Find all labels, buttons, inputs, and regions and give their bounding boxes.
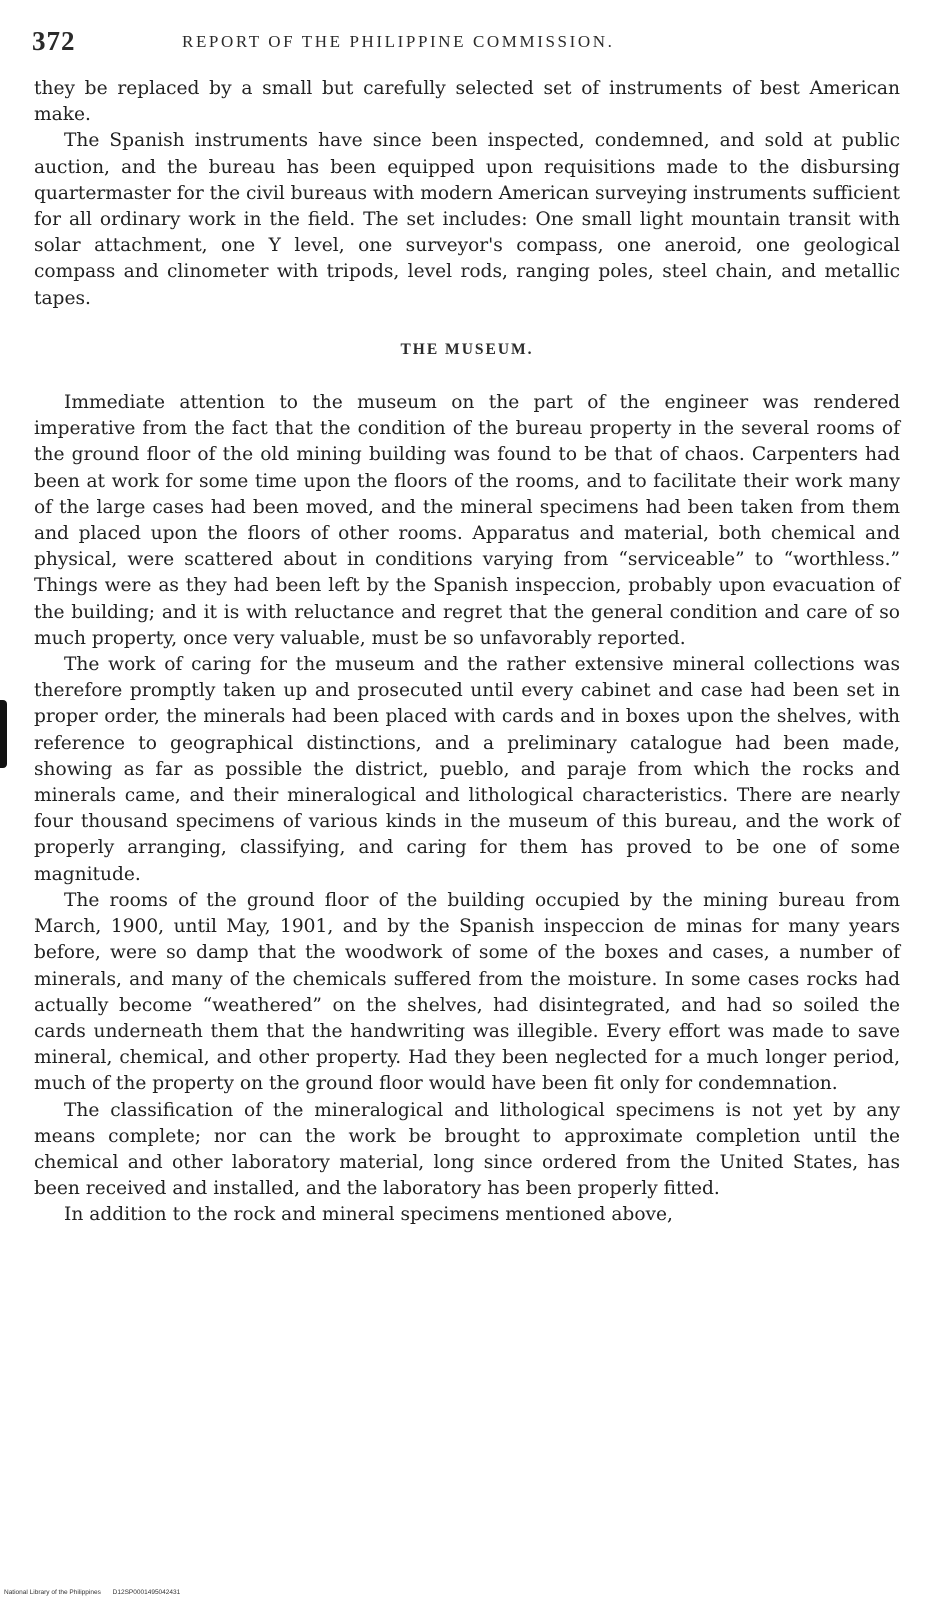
body-text xyxy=(34,76,900,1229)
paragraph-museum-addition: In addition to the rock and mineral specimens mentioned above, xyxy=(64,1204,673,1226)
paragraph-instruments: The Spanish instruments have since been inspected, condemned, and sold at public auction, and the bureau has been equipped upon requisitions made to the disbursing quartermaster for the civil bureaus with modern American surveying instruments sufficient for all ordinary work in the field. The set includes: One small light mountain transit with solar attachment, one Y level, one surveyor's compass, one aneroid, one geological compass and clinometer with tripods, level rods, ranging poles, steel chain, and metallic tapes. xyxy=(34,130,900,309)
paragraph-continued: they be replaced by a small but carefully selected set of instruments of best American make. xyxy=(34,78,900,126)
scan-edge-mark xyxy=(0,700,7,768)
footer-record-id: D12SP0001495042431 xyxy=(112,1589,181,1596)
paragraph-museum-classification: The classification of the mineralogical and lithological specimens is not yet by any means complete; nor can the work be brought to approximate completion until the chemical and other laboratory material, long since ordered from the United States, has been received and installed, and the laboratory has been properly fitted. xyxy=(34,1099,900,1200)
paragraph-museum-damp-rooms: The rooms of the ground floor of the building occupied by the mining bureau from March, 1900, until May, 1901, and by the Spanish inspeccion de minas for many years before, were so damp that the woodwork of some of the boxes and cases, a number of minerals, and many of the chemicals suffered from the moisture. In some cases rocks had actually become “weathered” on the shelves, had disintegrated, and had so soiled the cards underneath them that the handwriting was illegible. Every effort was made to save mineral, chemical, and other property. Had they been neglected for a much longer period, much of the property on the ground floor would have been fit only for condemnation. xyxy=(34,889,900,1095)
footer-library: National Library of the Philippines xyxy=(4,1589,101,1596)
paragraph-museum-condition: Immediate attention to the museum on the part of the engineer was rendered imperative from the fact that the condition of the bureau property in the several rooms of the ground floor of the old mining building was found to be that of chaos. Carpenters had been at work for some time upon the floors of the rooms, and to facilitate their work many of the large cases had been moved, and the mineral specimens had been taken from them and placed upon the floors of other rooms. Apparatus and material, both chemical and physical, were scattered about in conditions varying from “serviceable” to “worthless.” Things were as they had been left by the Spanish inspeccion, probably upon evacuation of the building; and it is with reluctance and regret that the general condition and care of so much property, once very valuable, must be so unfavorably reported. xyxy=(34,392,900,649)
page-header xyxy=(32,26,912,62)
paragraph-museum-work: The work of caring for the museum and the rather extensive mineral collections was therefore promptly taken up and prosecuted until every cabinet and case had been set in proper order, the minerals had been placed with cards and in boxes upon the shelves, with reference to geographical distinctions, and a preliminary catalogue had been made, showing as far as possible the district, pueblo, and paraje from which the rocks and minerals came, and their mineralogical and lithological characteristics. There are nearly four thousand specimens of various kinds in the museum of this bureau, and the work of properly arranging, classifying, and caring for them has proved to be one of some magnitude. xyxy=(34,654,900,885)
page-number: 372 xyxy=(32,26,76,56)
section-title-museum: THE MUSEUM. xyxy=(400,340,534,358)
scan-footer xyxy=(4,1589,180,1596)
running-head: REPORT OF THE PHILIPPINE COMMISSION. xyxy=(182,32,615,51)
